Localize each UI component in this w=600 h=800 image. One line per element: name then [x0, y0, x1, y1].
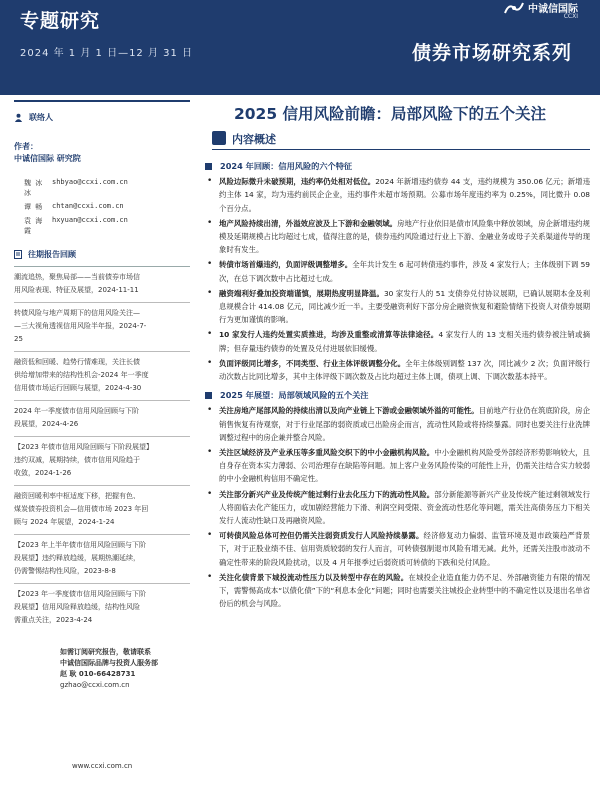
- related-report-item[interactable]: 潮流追热，聚焦局部——当前债券市场信 用风险表现、特征及展望，2024-11-11: [14, 267, 190, 303]
- bullet-text: 目前地产行业仍在筑底阶段，房企销售恢复有待观察，对于行业尾部的弱资质或已出险房企而言，流动性风险或将持续暴露。同时也要关注行业洗牌调整过程中的房企兼并整合风险。: [219, 406, 590, 442]
- overview-icon: [212, 131, 226, 145]
- contact-heading-label: 联络人: [29, 113, 53, 122]
- related-reports-label: 往期报告回顾: [28, 250, 76, 259]
- bullet-text: 在城投企业造血能力仍不足、外部融资能力有限的情况下，需警惕高成本“以债化债”下的“利息本金化”问题；同时也需要关注城投企业转型中的不确定性以及退出名单省份后的机会与风险。: [219, 572, 590, 609]
- bullet-item: [205, 404, 590, 444]
- page-title: 2025 信用风险前瞻：局部风险下的五个关注: [233, 105, 547, 123]
- section-marker-icon: [205, 392, 212, 399]
- bullet-lead: 负面评级同比增多，不同类型、行业主体评级调整分化。: [219, 358, 406, 368]
- author-name: 魏 冰 冰: [24, 179, 43, 197]
- bullet-item: [205, 258, 590, 284]
- institute-name: 中诚信国际 研究院: [14, 154, 81, 163]
- related-report-item[interactable]: 融资低和回暖、趋势行情难现，关注长债 供给增加带来的结构性机会-2024 年一季度 信用债市场运行回顾与展望，2024-4-30: [14, 352, 190, 401]
- logo-subtext: CCXI: [563, 13, 578, 20]
- bullet-item: [205, 488, 590, 528]
- section-review: [205, 160, 590, 383]
- author-row: [14, 178, 190, 198]
- logo-text: 中诚信国际: [528, 4, 578, 15]
- main-content: [205, 160, 590, 613]
- sidebar: [14, 110, 190, 632]
- bullet-item: [205, 446, 590, 486]
- subscription-contact: [60, 647, 190, 691]
- bullet-lead: 风险边际微升未破预期，违约率仍处相对低位。: [219, 177, 376, 187]
- document-icon: [14, 250, 22, 259]
- contact-email[interactable]: gzhao@ccxi.com.cn: [60, 681, 130, 689]
- bullet-item: [205, 217, 590, 257]
- related-report-item[interactable]: 融资回暖利率中枢适度下移，把握有色、 煤炭债券投资机会—信用债市场 2023 年回 顾与 2024 年展望，2024-1-24: [14, 486, 190, 535]
- date-range: 2024 年 1 月 1 日—12 月 31 日: [20, 48, 194, 59]
- overview-title: 内容概述: [232, 133, 276, 146]
- contact-line-1: 如需订阅研究报告，敬请联系: [60, 648, 151, 656]
- bullet-item: [205, 529, 590, 569]
- bullet-lead: 转债市场首爆违约，负面评级调整增多。: [219, 260, 353, 270]
- report-type: 专题研究: [20, 10, 101, 32]
- related-report-item[interactable]: 转债风险与地产周期下的信用风险关注— —三大视角透视信用风险半年报，2024-7- 25: [14, 303, 190, 352]
- bullet-item: [205, 287, 590, 327]
- bullet-lead: 关注房地产尾部风险的持续出清以及向产业链上下游或金融领域外溢的可能性。: [219, 406, 479, 416]
- header-banner: [0, 0, 600, 95]
- bullet-lead: 可转债风险总体可控但仍需关注弱资质发行人风险持续暴露。: [219, 531, 424, 541]
- bullet-lead: 关注部分新兴产业及传统产能过剩行业去化压力下的流动性风险。: [219, 489, 435, 499]
- author-row: [14, 202, 190, 212]
- bullet-text: 经济修复动力偏弱、监管环境及退市政策趋严背景下，对于正股业绩不佳、信用资质较弱的发行人而言，可转债强制退市风险有增无减。此外，还需关注股市波动不确定性带来的阶段风险扰动，以及 4 月年报季过后弱资质可转债的下跌和兑付风险。: [219, 531, 590, 567]
- author-name: 袁 海 霞: [24, 217, 43, 235]
- logo-mark-icon: [503, 1, 525, 15]
- section-heading-text: 2024 年回顾：信用风险的六个特征: [220, 161, 353, 171]
- overview-divider: [212, 149, 590, 150]
- author-row: [14, 216, 190, 236]
- bullet-text: 4 家发行人的 13 支相关违约债券被注销或摘牌；但存量违约债券的处置及兑付进展依旧缓慢。: [219, 330, 590, 353]
- bullet-item: [205, 571, 590, 611]
- section-marker-icon: [205, 163, 212, 170]
- related-reports-list: [14, 267, 190, 632]
- bullet-lead: 关注区域经济及产业承压等多重风险交织下的中小金融机构风险。: [219, 448, 435, 458]
- contact-line-2: 中诚信国际品牌与投资人服务部: [60, 659, 158, 667]
- related-report-item[interactable]: 【2023 年债市信用风险回顾与下阶段展望】 违约双减，展期持续，债市信用风险趋于 收敛，2024-1-26: [14, 437, 190, 486]
- bullet-lead: 融资端利好叠加投资端谨慎，展期热度明显降温。: [219, 288, 384, 298]
- author-list: [14, 178, 190, 236]
- section-heading: [205, 160, 590, 173]
- section-outlook: [205, 389, 590, 610]
- author-email[interactable]: hxyuan@ccxi.com.cn: [52, 216, 128, 224]
- contact-line-3: 赵 耿 010-66428731: [60, 670, 136, 678]
- bullet-lead: 关注化债背景下城投流动性压力以及转型中存在的风险。: [219, 572, 409, 582]
- related-report-item[interactable]: 【2023 年上半年债市信用风险回顾与下阶 段展望】违约释放趋缓，展期热潮延续， 仍需警惕结构性风险，2023-8-8: [14, 535, 190, 584]
- author-email[interactable]: shbyao@ccxi.com.cn: [52, 178, 128, 186]
- section-heading-text: 2025 年展望：局部领域风险的五个关注: [220, 390, 369, 401]
- bullet-text: 30 家发行人的 51 支债券兑付协议展期，已确认展期本金及利息规模合计 414.08 亿元，同比减少近一半。主要受融资利好下部分房企融资恢复和避险情绪下投资人对债券展期行为更加谨慎的影响。: [219, 288, 590, 325]
- bullet-lead: 10 家发行人违约处置实质推进，均涉及重整或清算等法律途径。: [219, 330, 439, 340]
- authors-label: 作者：: [14, 142, 38, 151]
- footer-url[interactable]: www.ccxi.com.cn: [72, 762, 133, 770]
- bullet-item: [205, 357, 590, 383]
- bullet-item: [205, 328, 590, 354]
- related-report-item[interactable]: 【2023 年一季度债市信用风险回顾与下阶 段展望】信用风险释放趋缓，结构性风险 需重点关注，2023-4-24: [14, 590, 147, 624]
- author-email[interactable]: chtan@ccxi.com.cn: [52, 202, 124, 210]
- user-icon: [14, 113, 23, 122]
- author-name: 谭 畅: [24, 203, 43, 211]
- series-title: 债券市场研究系列: [411, 42, 572, 64]
- contact-heading: [14, 112, 190, 123]
- bullet-text: 全年共计发生 6 起可转债违约事件，涉及 4 家发行人；主体级别下调 59 次，在总下调次数中占比超过七成。: [219, 260, 590, 283]
- related-report-item[interactable]: 2024 年一季度债市信用风险回顾与下阶 段展望，2024-4-26: [14, 401, 190, 437]
- bullet-text: 全年主体级别调整 137 次，同比减少 2 次；负面评级行动次数占比同比增多，其中主体评级下调次数及占比均超过主体上调，债项上调、下调次数基本持平。: [219, 358, 590, 382]
- bullet-text: 2024 年新增违约债券 44 支，违约规模为 350.06 亿元；新增违约主体 14 家，均为违约前民企企业，违约事件未超市场预期。公募市场年度违约率为 0.25%，同比微升 0.08 个百分点。: [219, 177, 590, 213]
- bullet-lead: 地产风险持续出清，外溢效应波及上下游和金融领域。: [219, 218, 398, 228]
- bullet-item: [205, 175, 590, 215]
- bullet-text: 房地产行业依旧是债市风险集中释放领域，房企新增违约规模及延期规模占比均超过七成，值得注意的是，债券违约风险通过行业上下游、金融业务或母子关系渠道传导的现象时有发生。: [219, 218, 590, 255]
- related-reports-heading: [14, 249, 190, 267]
- section-heading: [205, 389, 590, 402]
- company-logo: [503, 0, 578, 20]
- bullet-text: 部分新能源等新兴产业及传统产能过剩领域发行人将面临去化产能压力，或加剧经营能力下滑、利润空间受限、资金流动性恶化等问题，需关注高债务压力下相关发行人流动性缺口及再融资风险。: [219, 489, 590, 526]
- bullet-text: 中小金融机构风险受外部经济形势影响较大，且自身存在资本实力薄弱、公司治理存在缺陷等问题。加上客户业务风险传染的可能性上升，仍需关注结合实力较弱的中小金融机构信用不确定性。: [219, 448, 590, 484]
- sidebar-divider: [14, 100, 190, 102]
